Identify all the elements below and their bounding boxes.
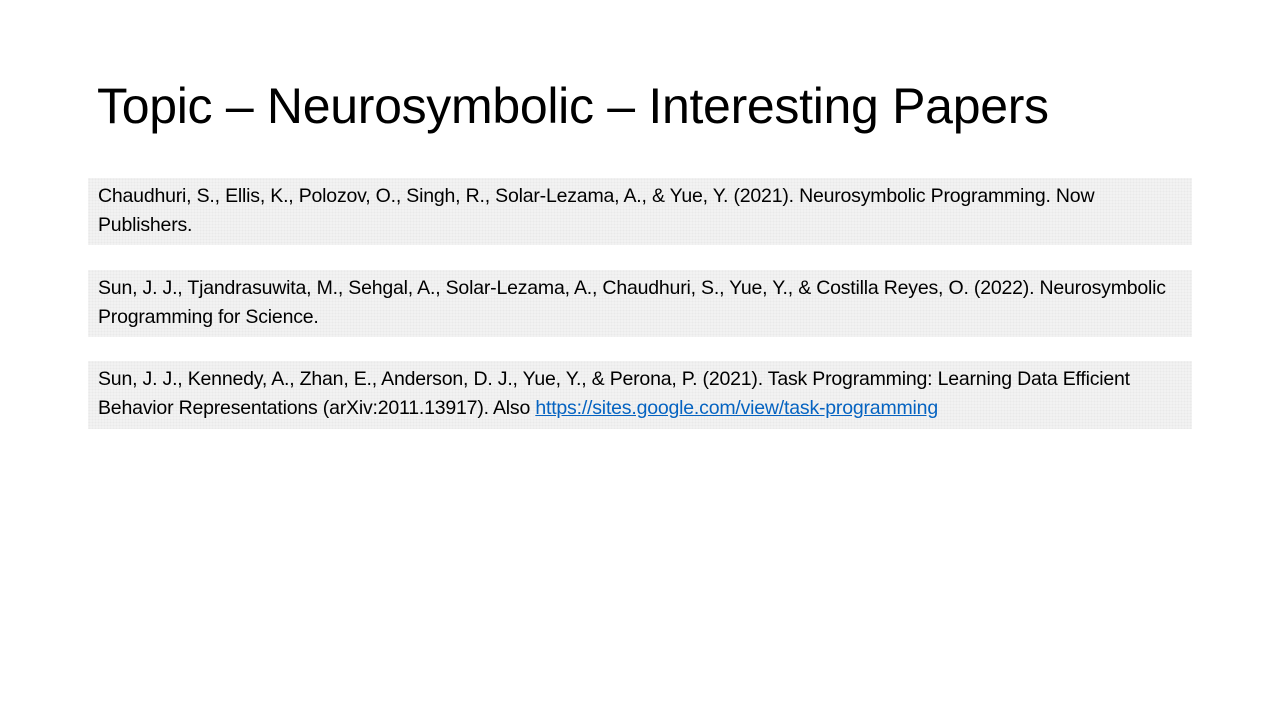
- reference-text: Sun, J. J., Tjandrasuwita, M., Sehgal, A., Solar-Lezama, A., Chaudhuri, S., Yue, Y., & Costilla Reyes, O. (2022). Neurosymbolic Programming for Science.: [98, 277, 1166, 328]
- slide-title: Topic – Neurosymbolic – Interesting Papers: [97, 78, 1049, 134]
- reference-box: [88, 361, 1192, 429]
- reference-text: Chaudhuri, S., Ellis, K., Polozov, O., Singh, R., Solar-Lezama, A., & Yue, Y. (2021). Neurosymbolic Programming. Now Publishers.: [98, 185, 1095, 236]
- task-programming-link[interactable]: https://sites.google.com/view/task-programming: [535, 397, 938, 419]
- reference-text: Sun, J. J., Kennedy, A., Zhan, E., Anderson, D. J., Yue, Y., & Perona, P. (2021). Task Programming: Learning Data Efficient Behavior Representations (arXiv:2011.13917). Also: [98, 368, 1130, 419]
- reference-box: [88, 270, 1192, 337]
- reference-box: [88, 178, 1192, 245]
